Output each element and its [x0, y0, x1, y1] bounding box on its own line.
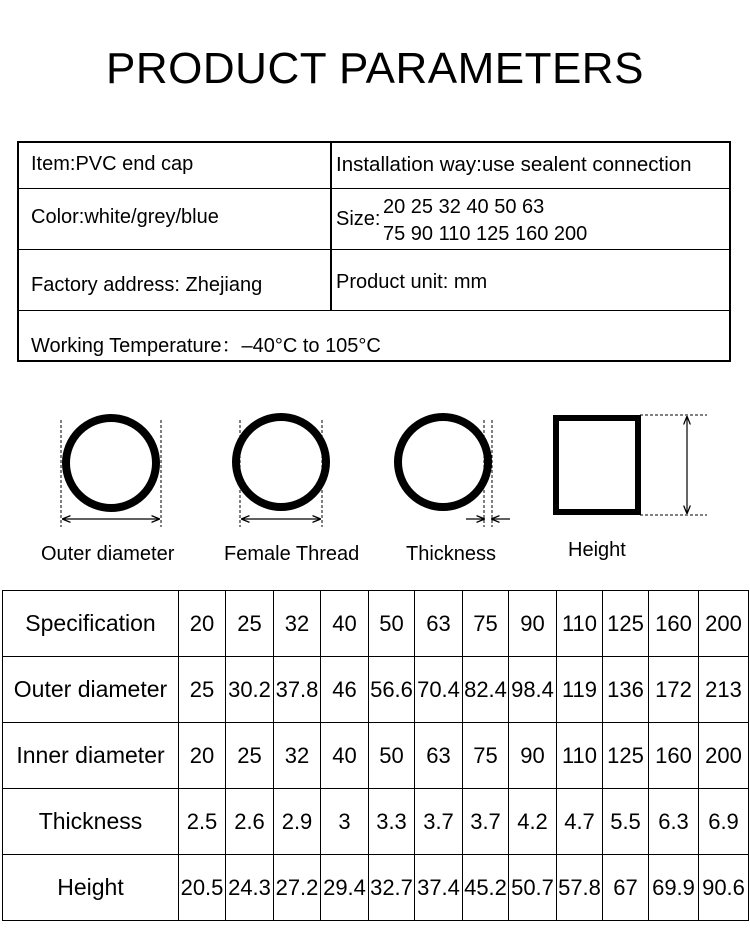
table-cell: 75	[463, 591, 509, 657]
table-cell: 200	[699, 723, 749, 789]
table-cell: 200	[699, 591, 749, 657]
table-cell: 20.5	[179, 855, 226, 921]
table-cell: 70.4	[415, 657, 463, 723]
outer-diameter-icon	[61, 418, 161, 527]
table-cell: 110	[557, 723, 603, 789]
table-cell: 46	[321, 657, 369, 723]
table-cell: 6.3	[649, 789, 699, 855]
table-row	[3, 657, 749, 723]
table-cell: 2.9	[274, 789, 321, 855]
table-cell: 32	[274, 723, 321, 789]
size-values-line1: 20 25 32 40 50 63	[383, 196, 545, 218]
table-cell: 20	[179, 591, 226, 657]
color-field: Color:white/grey/blue	[31, 206, 219, 228]
table-cell: 110	[557, 591, 603, 657]
female-thread-icon	[236, 417, 326, 527]
divider	[19, 310, 729, 311]
table-cell: 125	[603, 591, 649, 657]
table-cell: 69.9	[649, 855, 699, 921]
table-cell: 119	[557, 657, 603, 723]
installation-field: Installation way:use sealent connection	[336, 153, 692, 176]
table-cell: 67	[603, 855, 649, 921]
table-cell: 50	[369, 591, 415, 657]
page-title: PRODUCT PARAMETERS	[106, 44, 644, 93]
row-header: Inner diameter	[3, 723, 179, 789]
row-header: Outer diameter	[3, 657, 179, 723]
factory-field: Factory address: Zhejiang	[31, 274, 263, 296]
table-cell: 6.9	[699, 789, 749, 855]
table-cell: 50	[369, 723, 415, 789]
table-cell: 2.5	[179, 789, 226, 855]
table-cell: 40	[321, 723, 369, 789]
table-cell: 29.4	[321, 855, 369, 921]
table-row	[3, 789, 749, 855]
table-cell: 40	[321, 591, 369, 657]
table-cell: 25	[226, 591, 274, 657]
row-header: Thickness	[3, 789, 179, 855]
table-cell: 4.7	[557, 789, 603, 855]
table-cell: 25	[179, 657, 226, 723]
table-cell: 32	[274, 591, 321, 657]
table-cell: 37.4	[415, 855, 463, 921]
table-cell: 2.6	[226, 789, 274, 855]
row-header: Specification	[3, 591, 179, 657]
spec-table	[2, 590, 749, 921]
divider	[330, 143, 332, 310]
table-cell: 213	[699, 657, 749, 723]
item-field: Item:PVC end cap	[31, 153, 194, 175]
table-cell: 172	[649, 657, 699, 723]
row-header: Height	[3, 855, 179, 921]
size-label: Size:	[336, 208, 381, 230]
table-cell: 98.4	[509, 657, 557, 723]
table-cell: 3.7	[415, 789, 463, 855]
unit-field: Product unit: mm	[336, 271, 488, 293]
table-cell: 3	[321, 789, 369, 855]
table-cell: 136	[603, 657, 649, 723]
table-cell: 32.7	[369, 855, 415, 921]
divider	[19, 188, 729, 189]
thickness-label: Thickness	[406, 543, 497, 565]
table-cell: 57.8	[557, 855, 603, 921]
table-cell: 90	[509, 591, 557, 657]
table-cell: 30.2	[226, 657, 274, 723]
height-label: Height	[568, 539, 626, 561]
table-row	[3, 723, 749, 789]
table-row	[3, 855, 749, 921]
size-values-line2: 75 90 110 125 160 200	[383, 223, 588, 245]
table-cell: 90	[509, 723, 557, 789]
table-cell: 56.6	[369, 657, 415, 723]
table-row	[3, 591, 749, 657]
table-cell: 63	[415, 591, 463, 657]
dimension-diagrams	[0, 400, 750, 540]
table-cell: 4.2	[509, 789, 557, 855]
table-cell: 37.8	[274, 657, 321, 723]
divider	[19, 249, 729, 250]
temperature-field: Working Temperature：–40°C to 105°C	[31, 335, 381, 357]
table-cell: 82.4	[463, 657, 509, 723]
table-cell: 75	[463, 723, 509, 789]
table-cell: 25	[226, 723, 274, 789]
thickness-icon	[398, 417, 510, 527]
table-cell: 27.2	[274, 855, 321, 921]
table-cell: 3.3	[369, 789, 415, 855]
table-cell: 45.2	[463, 855, 509, 921]
table-cell: 90.6	[699, 855, 749, 921]
outer-diameter-label: Outer diameter	[41, 543, 175, 565]
table-cell: 50.7	[509, 855, 557, 921]
table-cell: 125	[603, 723, 649, 789]
table-cell: 3.7	[463, 789, 509, 855]
height-icon	[556, 415, 707, 515]
table-cell: 63	[415, 723, 463, 789]
table-cell: 160	[649, 591, 699, 657]
female-thread-label: Female Thread	[224, 543, 360, 565]
table-cell: 24.3	[226, 855, 274, 921]
table-cell: 160	[649, 723, 699, 789]
table-cell: 5.5	[603, 789, 649, 855]
info-box	[17, 141, 731, 362]
table-cell: 20	[179, 723, 226, 789]
